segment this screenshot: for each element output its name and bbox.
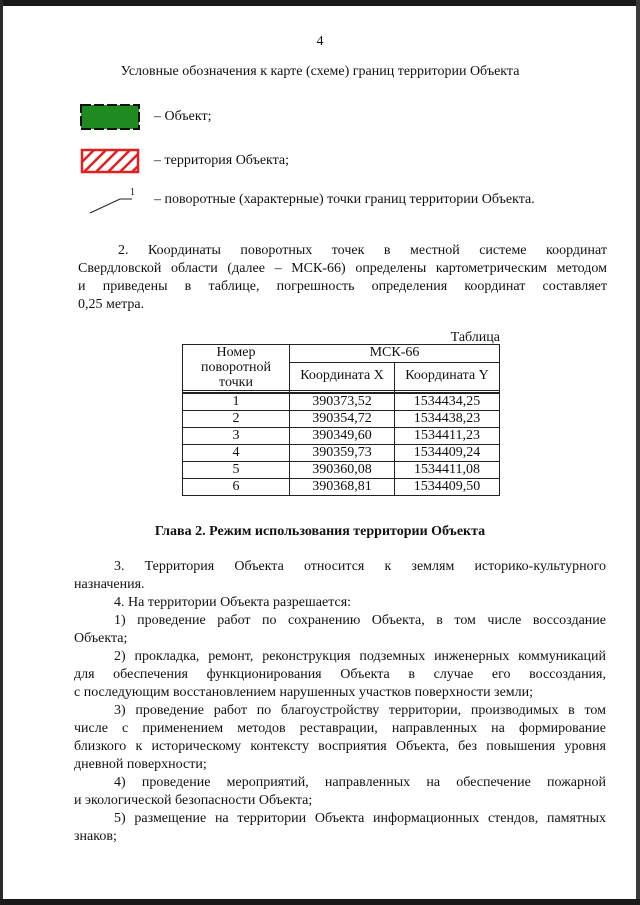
header-coordinate-system: МСК-66	[290, 345, 500, 363]
page-number: 4	[316, 34, 324, 49]
item-5-line: 5) размещение на территории Объекта информационных стендов, памятных	[114, 811, 606, 826]
paragraph-4-line: 4. На территории Объекта разрешается:	[114, 595, 352, 610]
legend-title: Условные обозначения к карте (схеме) границ территории Объекта	[120, 64, 520, 79]
paragraph-3-line: 3. Территория Объекта относится к землям историко-культурного	[114, 559, 606, 574]
scan-edge-right	[636, 0, 640, 905]
item-3-line: 3) проведение работ по благоустройству территории, производимых в том	[114, 703, 606, 718]
cell-point-number: 5	[183, 462, 290, 479]
object-symbol-icon	[80, 104, 140, 130]
item-1-line: 1) проведение работ по сохранению Объекта, в том числе воссоздание	[114, 613, 606, 628]
item-3-line: близкого к историческому контексту восприятия Объекта, без повышения уровня	[74, 739, 606, 754]
paragraph-3-line: назначения.	[74, 577, 145, 592]
header-y: Координата Y	[395, 362, 500, 390]
item-5	[74, 810, 606, 846]
paragraph-3	[74, 558, 606, 594]
legend-object	[80, 102, 211, 132]
legend-points	[80, 184, 535, 216]
item-2-line: 2) прокладка, ремонт, реконструкция подземных инженерных коммуникаций	[114, 649, 606, 664]
item-3-line: дневной поверхности;	[74, 757, 207, 772]
item-5-line: знаков;	[74, 829, 117, 844]
cell-y: 1534409,50	[395, 479, 500, 496]
cell-x: 390354,72	[290, 411, 395, 428]
table-caption: Таблица	[450, 330, 500, 345]
header-x: Координата X	[290, 362, 395, 390]
paragraph-2-line: и приведены в таблице, погрешность определения координат составляет	[78, 279, 607, 294]
table-row	[183, 411, 500, 428]
cell-y: 1534409,24	[395, 445, 500, 462]
table-row	[183, 462, 500, 479]
coordinates-table	[182, 344, 500, 496]
legend-territory-label: – территория Объекта;	[154, 153, 290, 168]
legend-territory	[80, 146, 289, 176]
table-row	[183, 428, 500, 445]
item-3	[74, 702, 606, 774]
table-row	[183, 479, 500, 496]
item-4-line: и экологической безопасности Объекта;	[74, 793, 313, 808]
cell-point-number: 3	[183, 428, 290, 445]
cell-point-number: 1	[183, 393, 290, 411]
cell-x: 390360,08	[290, 462, 395, 479]
paragraph-2	[78, 242, 607, 314]
item-2-line: с последующим восстановлением нарушенных участков поверхности земли;	[74, 685, 534, 700]
cell-x: 390349,60	[290, 428, 395, 445]
item-4	[74, 774, 606, 810]
table-row	[183, 445, 500, 462]
legend-points-label: – поворотные (характерные) точки границ территории Объекта.	[154, 192, 535, 207]
cell-x: 390359,73	[290, 445, 395, 462]
cell-point-number: 4	[183, 445, 290, 462]
cell-y: 1534411,23	[395, 428, 500, 445]
cell-point-number: 6	[183, 479, 290, 496]
cell-x: 390373,52	[290, 393, 395, 411]
paragraph-4	[74, 594, 606, 612]
item-2	[74, 648, 606, 702]
chapter-title: Глава 2. Режим использования территории Объекта	[154, 524, 486, 539]
cell-x: 390368,81	[290, 479, 395, 496]
point-marker-number: 1	[130, 187, 135, 198]
turning-point-icon	[80, 185, 140, 215]
legend-object-label: – Объект;	[154, 109, 212, 124]
item-3-line: числе с применением методов реставрации, направленных на формирование	[74, 721, 606, 736]
territory-hatch-icon	[80, 148, 140, 174]
paragraph-2-line: 0,25 метра.	[78, 297, 145, 312]
cell-y: 1534434,25	[395, 393, 500, 411]
cell-y: 1534411,08	[395, 462, 500, 479]
paragraph-2-line: 2. Координаты поворотных точек в местной системе координат	[118, 243, 607, 258]
paragraph-2-line: Свердловской области (далее – МСК-66) определены картометрическим методом	[78, 261, 607, 276]
item-4-line: 4) проведение мероприятий, направленных на обеспечение пожарной	[114, 775, 606, 790]
item-1-line: Объекта;	[74, 631, 128, 646]
item-2-line: для обеспечения функционирования Объекта в случае его воссоздания,	[74, 667, 606, 682]
scan-edge-left	[0, 0, 3, 905]
table-row	[183, 393, 500, 411]
scan-edge-bottom	[0, 899, 640, 905]
cell-point-number: 2	[183, 411, 290, 428]
header-point-number: Номер поворотной точки	[183, 345, 290, 391]
scan-edge-top	[0, 0, 640, 6]
cell-y: 1534438,23	[395, 411, 500, 428]
item-1	[74, 612, 606, 648]
